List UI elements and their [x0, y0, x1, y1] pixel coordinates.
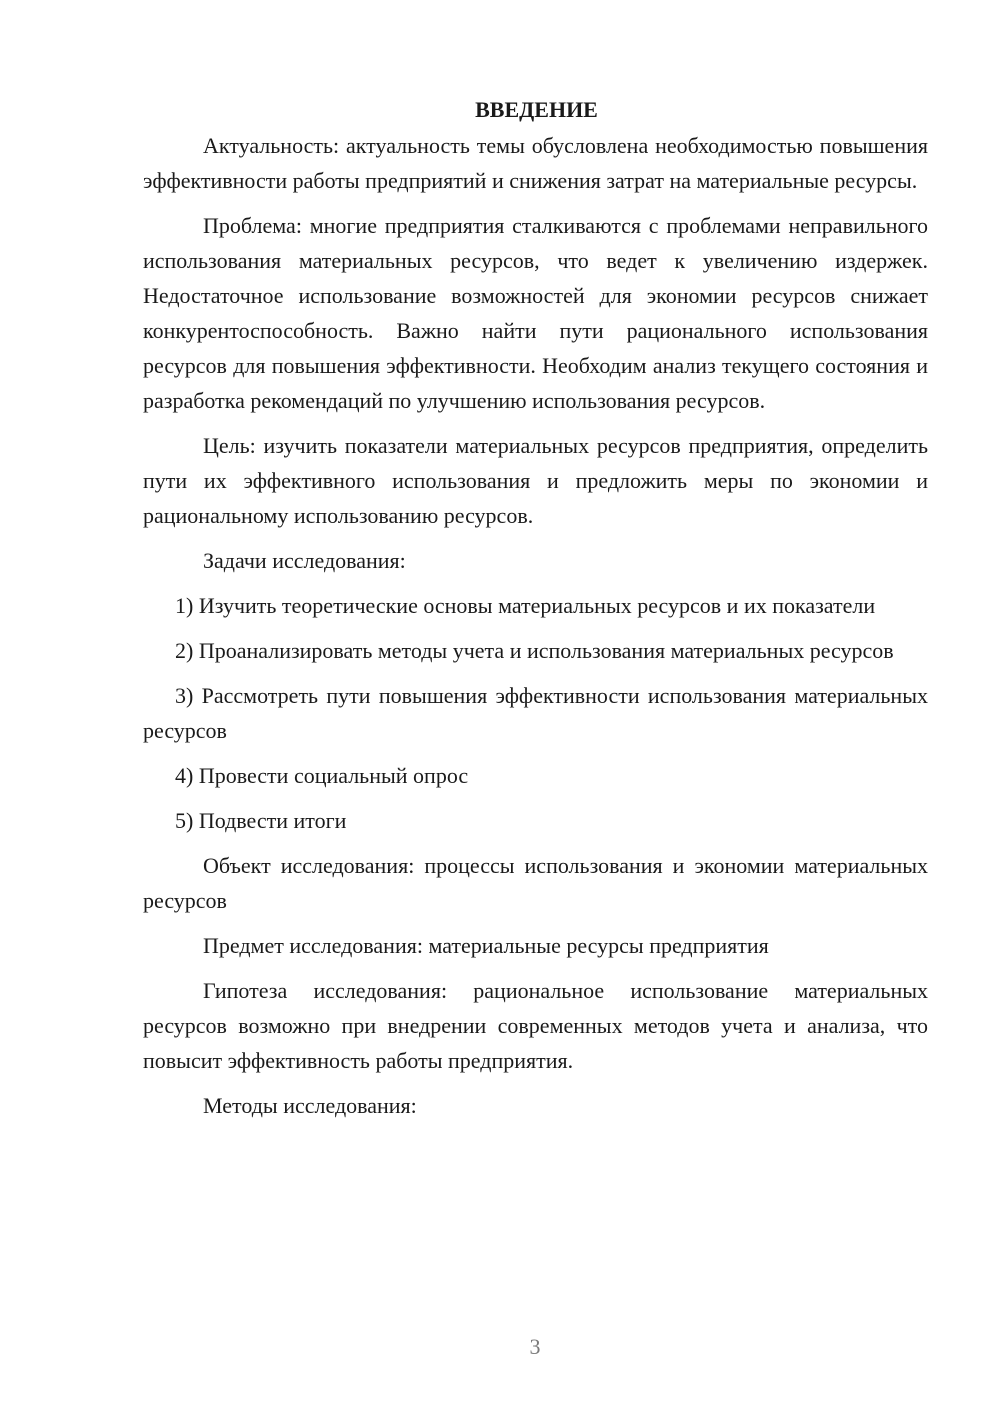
- task-item-2: 2) Проанализировать методы учета и использования материальных ресурсов: [175, 638, 894, 663]
- task-item-3: 3) Рассмотреть пути повышения эффективности использования материальных ресурсов: [143, 683, 928, 743]
- paragraph-tasks-heading: Задачи исследования:: [203, 548, 406, 573]
- document-body: [143, 92, 928, 1133]
- paragraph-relevance: Актуальность: актуальность темы обусловлена необходимостью повышения эффективности работы предприятий и снижения затрат на материальные ресурсы.: [143, 133, 928, 193]
- page-title: ВВЕДЕНИЕ: [475, 97, 598, 122]
- task-item-5: 5) Подвести итоги: [175, 808, 347, 833]
- paragraph-goal: Цель: изучить показатели материальных ресурсов предприятия, определить пути их эффективного использования и предложить меры по экономии и рациональному использованию ресурсов.: [143, 433, 928, 528]
- paragraph-problem: Проблема: многие предприятия сталкиваются с проблемами неправильного использования материальных ресурсов, что ведет к увеличению издержек. Недостаточное использование возможностей для экономии ресурсов снижает конкурентоспособность. Важно найти пути рационального использования ресурсов для повышения эффективности. Необходим анализ текущего состояния и разработка рекомендаций по улучшению использования ресурсов.: [143, 213, 928, 413]
- task-item-4: 4) Провести социальный опрос: [175, 763, 469, 788]
- paragraph-hypothesis: Гипотеза исследования: рациональное использование материальных ресурсов возможно при внедрении современных методов учета и анализа, что повысит эффективность работы предприятия.: [143, 978, 928, 1073]
- task-item-1: 1) Изучить теоретические основы материальных ресурсов и их показатели: [175, 593, 876, 618]
- paragraph-methods: Методы исследования:: [203, 1093, 417, 1118]
- paragraph-object: Объект исследования: процессы использования и экономии материальных ресурсов: [143, 853, 928, 913]
- page-number: 3: [529, 1334, 541, 1359]
- paragraph-subject: Предмет исследования: материальные ресурсы предприятия: [203, 933, 769, 958]
